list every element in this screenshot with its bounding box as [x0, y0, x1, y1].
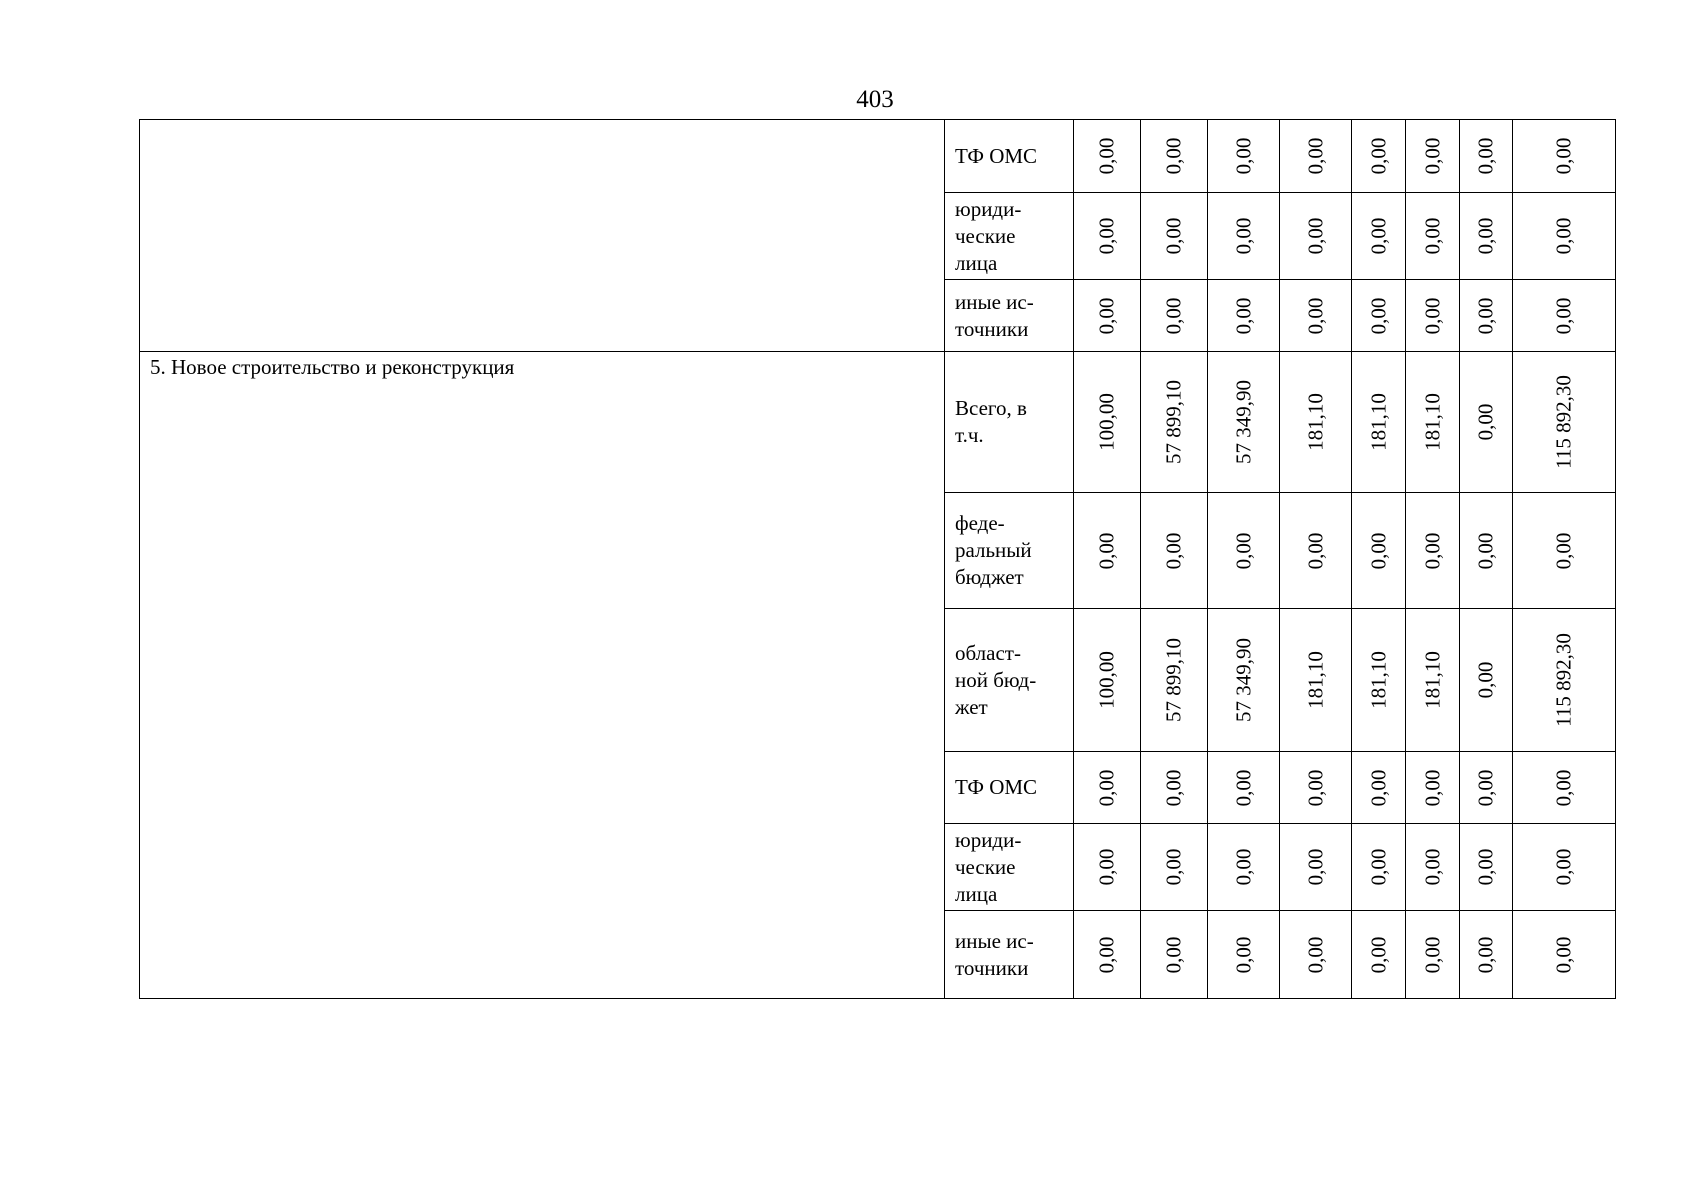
value-text: 0,00: [1420, 217, 1444, 255]
value-text: 0,00: [1551, 532, 1576, 569]
value-text: 57 899,10: [1161, 380, 1186, 464]
value-cell: [1352, 280, 1406, 352]
value-cell: [1074, 752, 1141, 824]
value-text: 100,00: [1094, 393, 1119, 451]
value-text: 0,00: [1551, 936, 1576, 973]
value-text: 57 349,90: [1231, 638, 1255, 722]
value-cell: [1352, 609, 1406, 752]
value-cell: [1460, 280, 1513, 352]
value-cell: [1352, 493, 1406, 609]
table-row: [140, 120, 1616, 193]
value-cell: [1513, 120, 1616, 193]
value-cell: [1208, 493, 1280, 609]
value-cell: [1460, 120, 1513, 193]
value-text: 0,00: [1094, 297, 1119, 334]
value-text: 181,10: [1420, 393, 1444, 451]
value-text: 0,00: [1161, 848, 1186, 886]
section-title-cell: [140, 120, 945, 352]
funding-source-cell: юриди- ческие лица: [945, 824, 1074, 911]
value-cell: [1141, 609, 1208, 752]
value-text: 0,00: [1473, 936, 1498, 973]
value-cell: [1406, 352, 1460, 493]
table-row: [140, 352, 1616, 493]
value-cell: [1141, 911, 1208, 999]
value-text: 0,00: [1473, 217, 1498, 255]
value-cell: [1208, 824, 1280, 911]
value-cell: [1513, 609, 1616, 752]
value-text: 0,00: [1420, 936, 1444, 973]
funding-source-cell: феде- ральный бюджет: [945, 493, 1074, 609]
value-text: 0,00: [1094, 769, 1119, 806]
value-cell: [1074, 352, 1141, 493]
value-cell: [1280, 609, 1352, 752]
value-text: 0,00: [1473, 403, 1498, 441]
value-text: 0,00: [1420, 848, 1444, 886]
value-cell: [1208, 609, 1280, 752]
value-text: 0,00: [1231, 532, 1255, 569]
value-cell: [1280, 120, 1352, 193]
value-cell: [1280, 352, 1352, 493]
value-cell: [1352, 824, 1406, 911]
value-text: 0,00: [1231, 769, 1255, 806]
value-cell: [1074, 609, 1141, 752]
section-title-cell: 5. Новое строительство и реконструкция: [140, 352, 945, 999]
funding-source-cell: Всего, в т.ч.: [945, 352, 1074, 493]
value-cell: [1208, 193, 1280, 280]
value-text: 0,00: [1231, 297, 1255, 334]
value-text: 0,00: [1094, 532, 1119, 569]
value-text: 0,00: [1366, 848, 1390, 886]
value-cell: [1406, 752, 1460, 824]
value-text: 0,00: [1303, 532, 1327, 569]
value-cell: [1513, 824, 1616, 911]
value-text: 0,00: [1473, 661, 1498, 699]
value-text: 0,00: [1366, 217, 1390, 255]
value-text: 0,00: [1366, 137, 1390, 175]
value-cell: [1352, 752, 1406, 824]
value-cell: [1141, 193, 1208, 280]
value-text: 0,00: [1473, 297, 1498, 334]
value-cell: [1406, 911, 1460, 999]
value-text: 0,00: [1420, 532, 1444, 569]
value-cell: [1460, 609, 1513, 752]
value-cell: [1141, 824, 1208, 911]
value-cell: [1406, 193, 1460, 280]
funding-source-cell: ТФ ОМС: [945, 120, 1074, 193]
value-text: 0,00: [1473, 848, 1498, 886]
value-text: 57 899,10: [1161, 638, 1186, 722]
value-text: 0,00: [1473, 137, 1498, 175]
value-cell: [1513, 493, 1616, 609]
value-text: 0,00: [1161, 217, 1186, 255]
value-cell: [1352, 352, 1406, 493]
value-text: 0,00: [1420, 769, 1444, 806]
value-cell: [1280, 280, 1352, 352]
value-cell: [1460, 824, 1513, 911]
value-text: 115 892,30: [1551, 633, 1576, 727]
value-cell: [1208, 911, 1280, 999]
value-text: 0,00: [1366, 297, 1390, 334]
value-cell: [1074, 193, 1141, 280]
value-text: 0,00: [1231, 217, 1255, 255]
value-cell: [1352, 911, 1406, 999]
value-text: 181,10: [1366, 393, 1390, 451]
funding-source-cell: ТФ ОМС: [945, 752, 1074, 824]
value-text: 115 892,30: [1551, 375, 1576, 469]
value-cell: [1141, 752, 1208, 824]
value-text: 0,00: [1551, 297, 1576, 334]
value-text: 0,00: [1303, 848, 1327, 886]
value-cell: [1352, 193, 1406, 280]
value-text: 0,00: [1094, 936, 1119, 973]
value-cell: [1460, 911, 1513, 999]
value-text: 0,00: [1366, 532, 1390, 569]
value-cell: [1460, 493, 1513, 609]
value-cell: [1280, 752, 1352, 824]
value-text: 0,00: [1303, 137, 1327, 175]
value-cell: [1352, 120, 1406, 193]
budget-table: [139, 119, 1616, 999]
value-cell: [1513, 911, 1616, 999]
value-cell: [1280, 193, 1352, 280]
value-cell: [1460, 352, 1513, 493]
value-cell: [1513, 280, 1616, 352]
value-cell: [1074, 120, 1141, 193]
value-text: 0,00: [1231, 848, 1255, 886]
value-text: 0,00: [1094, 137, 1119, 175]
value-text: 0,00: [1231, 137, 1255, 175]
value-cell: [1460, 193, 1513, 280]
value-text: 0,00: [1161, 532, 1186, 569]
value-text: 0,00: [1231, 936, 1255, 973]
value-text: 0,00: [1366, 936, 1390, 973]
funding-source-cell: юриди- ческие лица: [945, 193, 1074, 280]
value-cell: [1513, 752, 1616, 824]
funding-source-cell: област- ной бюд- жет: [945, 609, 1074, 752]
funding-source-cell: иные ис- точники: [945, 911, 1074, 999]
value-text: 0,00: [1161, 137, 1186, 175]
value-text: 0,00: [1551, 769, 1576, 806]
value-cell: [1208, 280, 1280, 352]
value-cell: [1513, 193, 1616, 280]
value-cell: [1141, 120, 1208, 193]
value-text: 0,00: [1094, 848, 1119, 886]
value-text: 181,10: [1366, 651, 1390, 709]
value-text: 0,00: [1473, 532, 1498, 569]
value-cell: [1074, 493, 1141, 609]
value-text: 0,00: [1420, 137, 1444, 175]
value-text: 0,00: [1473, 769, 1498, 806]
value-cell: [1074, 824, 1141, 911]
page-number: 403: [856, 86, 894, 113]
value-cell: [1141, 493, 1208, 609]
value-text: 0,00: [1094, 217, 1119, 255]
value-cell: [1208, 120, 1280, 193]
value-cell: [1141, 280, 1208, 352]
value-text: 0,00: [1161, 769, 1186, 806]
value-cell: [1406, 609, 1460, 752]
value-cell: [1406, 493, 1460, 609]
value-text: 0,00: [1551, 848, 1576, 886]
value-text: 0,00: [1366, 769, 1390, 806]
value-cell: [1280, 493, 1352, 609]
value-cell: [1406, 280, 1460, 352]
value-text: 181,10: [1303, 393, 1327, 451]
value-text: 0,00: [1420, 297, 1444, 334]
value-cell: [1406, 824, 1460, 911]
value-text: 181,10: [1303, 651, 1327, 709]
value-text: 0,00: [1161, 936, 1186, 973]
value-text: 0,00: [1303, 936, 1327, 973]
value-cell: [1141, 352, 1208, 493]
value-cell: [1513, 352, 1616, 493]
value-text: 0,00: [1551, 217, 1576, 255]
value-cell: [1280, 911, 1352, 999]
value-cell: [1208, 352, 1280, 493]
value-cell: [1460, 752, 1513, 824]
value-text: 57 349,90: [1231, 380, 1255, 464]
value-cell: [1406, 120, 1460, 193]
value-text: 0,00: [1303, 769, 1327, 806]
value-cell: [1074, 911, 1141, 999]
funding-source-cell: иные ис- точники: [945, 280, 1074, 352]
value-cell: [1074, 280, 1141, 352]
value-text: 0,00: [1303, 297, 1327, 334]
value-text: 0,00: [1551, 137, 1576, 175]
value-cell: [1208, 752, 1280, 824]
value-cell: [1280, 824, 1352, 911]
value-text: 0,00: [1161, 297, 1186, 334]
value-text: 181,10: [1420, 651, 1444, 709]
value-text: 0,00: [1303, 217, 1327, 255]
value-text: 100,00: [1094, 651, 1119, 709]
